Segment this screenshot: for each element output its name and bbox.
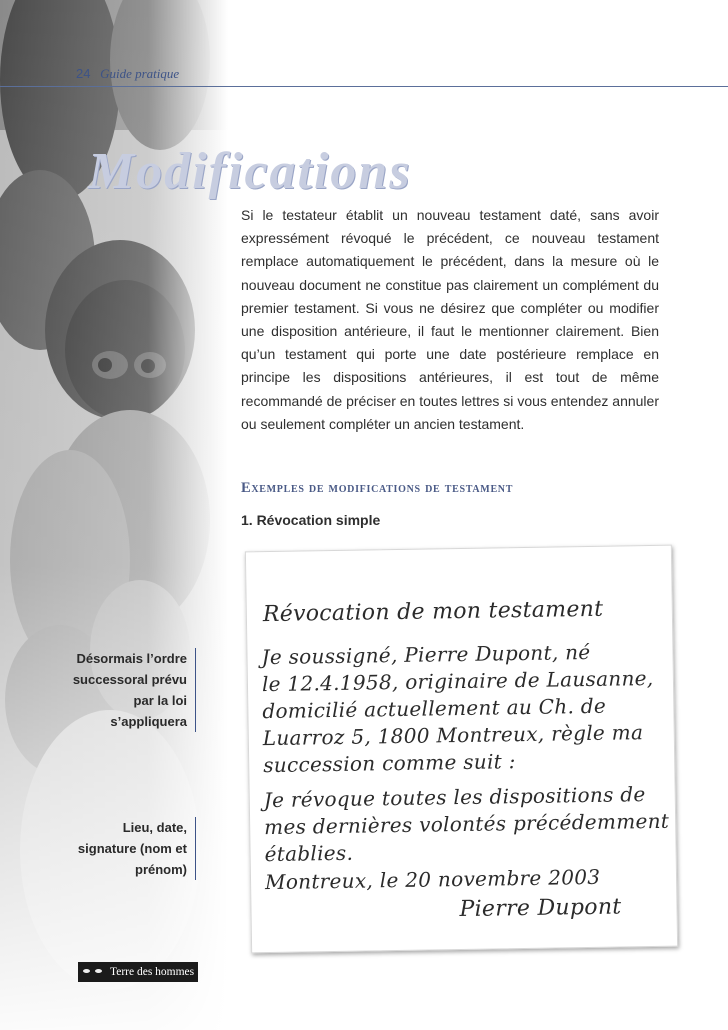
face-icon	[78, 962, 108, 982]
page-number: 24	[76, 66, 91, 81]
handwritten-line: Montreux, le 20 novembre 2003	[264, 864, 601, 895]
header-rule	[0, 86, 728, 87]
handwritten-line: mes dernières volontés précédemment	[264, 808, 670, 840]
handwritten-signature: Pierre Dupont	[459, 894, 622, 923]
organization-logo	[78, 962, 198, 982]
handwritten-line: domicilié actuellement au Ch. de	[262, 693, 607, 724]
page-title: Modifications	[88, 143, 412, 200]
logo-text: Terre des hommes	[108, 962, 198, 982]
handwritten-example	[245, 545, 678, 954]
side-note-signature: Lieu, date, signature (nom et prénom)	[67, 817, 196, 880]
subheading: 1. Révocation simple	[241, 512, 381, 528]
side-note-order: Désormais l’ordre successoral prévu par la loi s’appliquera	[67, 648, 196, 732]
running-header	[76, 66, 179, 82]
handwritten-line: établies.	[264, 840, 354, 867]
handwritten-line: Luarroz 5, 1800 Montreux, règle ma	[262, 720, 644, 751]
handwritten-line: le 12.4.1958, originaire de Lausanne,	[261, 665, 654, 697]
handwritten-line: Je révoque toutes les dispositions de	[263, 782, 646, 813]
section-heading: Exemples de modifications de testament	[241, 480, 514, 496]
handwritten-line: Je soussigné, Pierre Dupont, né	[261, 639, 591, 670]
handwritten-line: succession comme suit :	[263, 749, 516, 778]
handwritten-title: Révocation de mon testament	[262, 596, 604, 628]
body-paragraph: Si le testateur établit un nouveau testament daté, sans avoir expressément révoqué le précédent, ce nouveau testament remplace automatiquement le précédent, dans la mesure où le nouveau document ne constitue pas clairement un complément du premier testament. Si vous ne désirez que compléter ou modifier une disposition antérieure, il faut le mentionner clairement. Bien qu’un testament qui porte une date postérieure remplace en principe les dispositions antérieures, il est tout de même recommandé de préciser en toutes lettres si vous entendez annuler ou seulement compléter un ancien testament.	[241, 207, 659, 432]
header-title: Guide pratique	[100, 66, 180, 81]
